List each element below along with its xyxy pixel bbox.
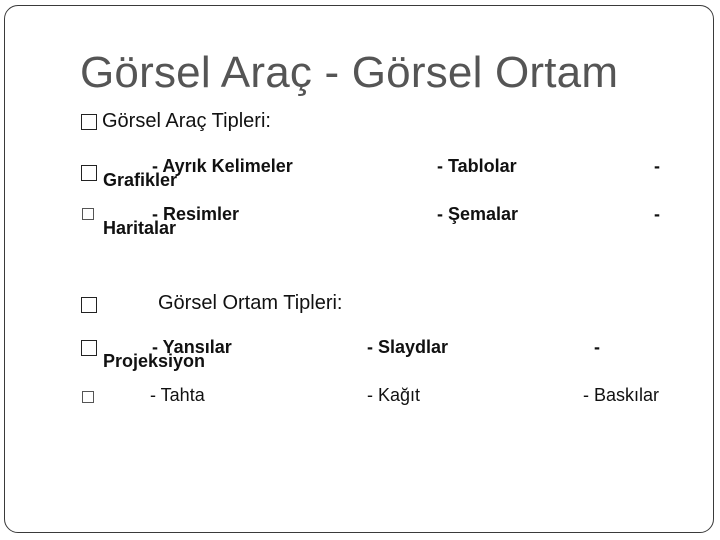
item-dash: - bbox=[654, 204, 660, 224]
bullet-icon bbox=[81, 114, 97, 130]
item-dash: - bbox=[654, 156, 660, 176]
bullet-icon bbox=[81, 297, 97, 313]
bullet-icon bbox=[81, 165, 97, 181]
item-baskilar: - Baskılar bbox=[583, 385, 660, 405]
bullet-icon bbox=[82, 391, 94, 403]
item-tahta: - Tahta bbox=[150, 385, 205, 405]
item-resimler: - Resimler bbox=[152, 204, 240, 224]
item-yansilar: - Yansılar bbox=[152, 337, 232, 357]
bullet-icon bbox=[81, 340, 97, 356]
item-grafikler: Grafikler bbox=[103, 170, 178, 190]
item-dash: - bbox=[594, 337, 600, 357]
slide-title: Görsel Araç - Görsel Ortam bbox=[80, 48, 619, 97]
item-kagit: - Kağıt bbox=[367, 385, 421, 405]
item-tablolar: - Tablolar bbox=[437, 156, 517, 176]
section2-heading: Görsel Ortam Tipleri: bbox=[158, 292, 343, 314]
item-slaydlar: - Slaydlar bbox=[367, 337, 449, 357]
item-ayrik-kelimeler: - Ayrık Kelimeler bbox=[152, 156, 293, 176]
item-haritalar: Haritalar bbox=[103, 218, 177, 238]
item-projeksiyon: Projeksiyon bbox=[103, 351, 206, 371]
section1-heading: Görsel Araç Tipleri: bbox=[102, 110, 271, 132]
bullet-icon bbox=[82, 208, 94, 220]
item-semalar: - Şemalar bbox=[437, 204, 519, 224]
